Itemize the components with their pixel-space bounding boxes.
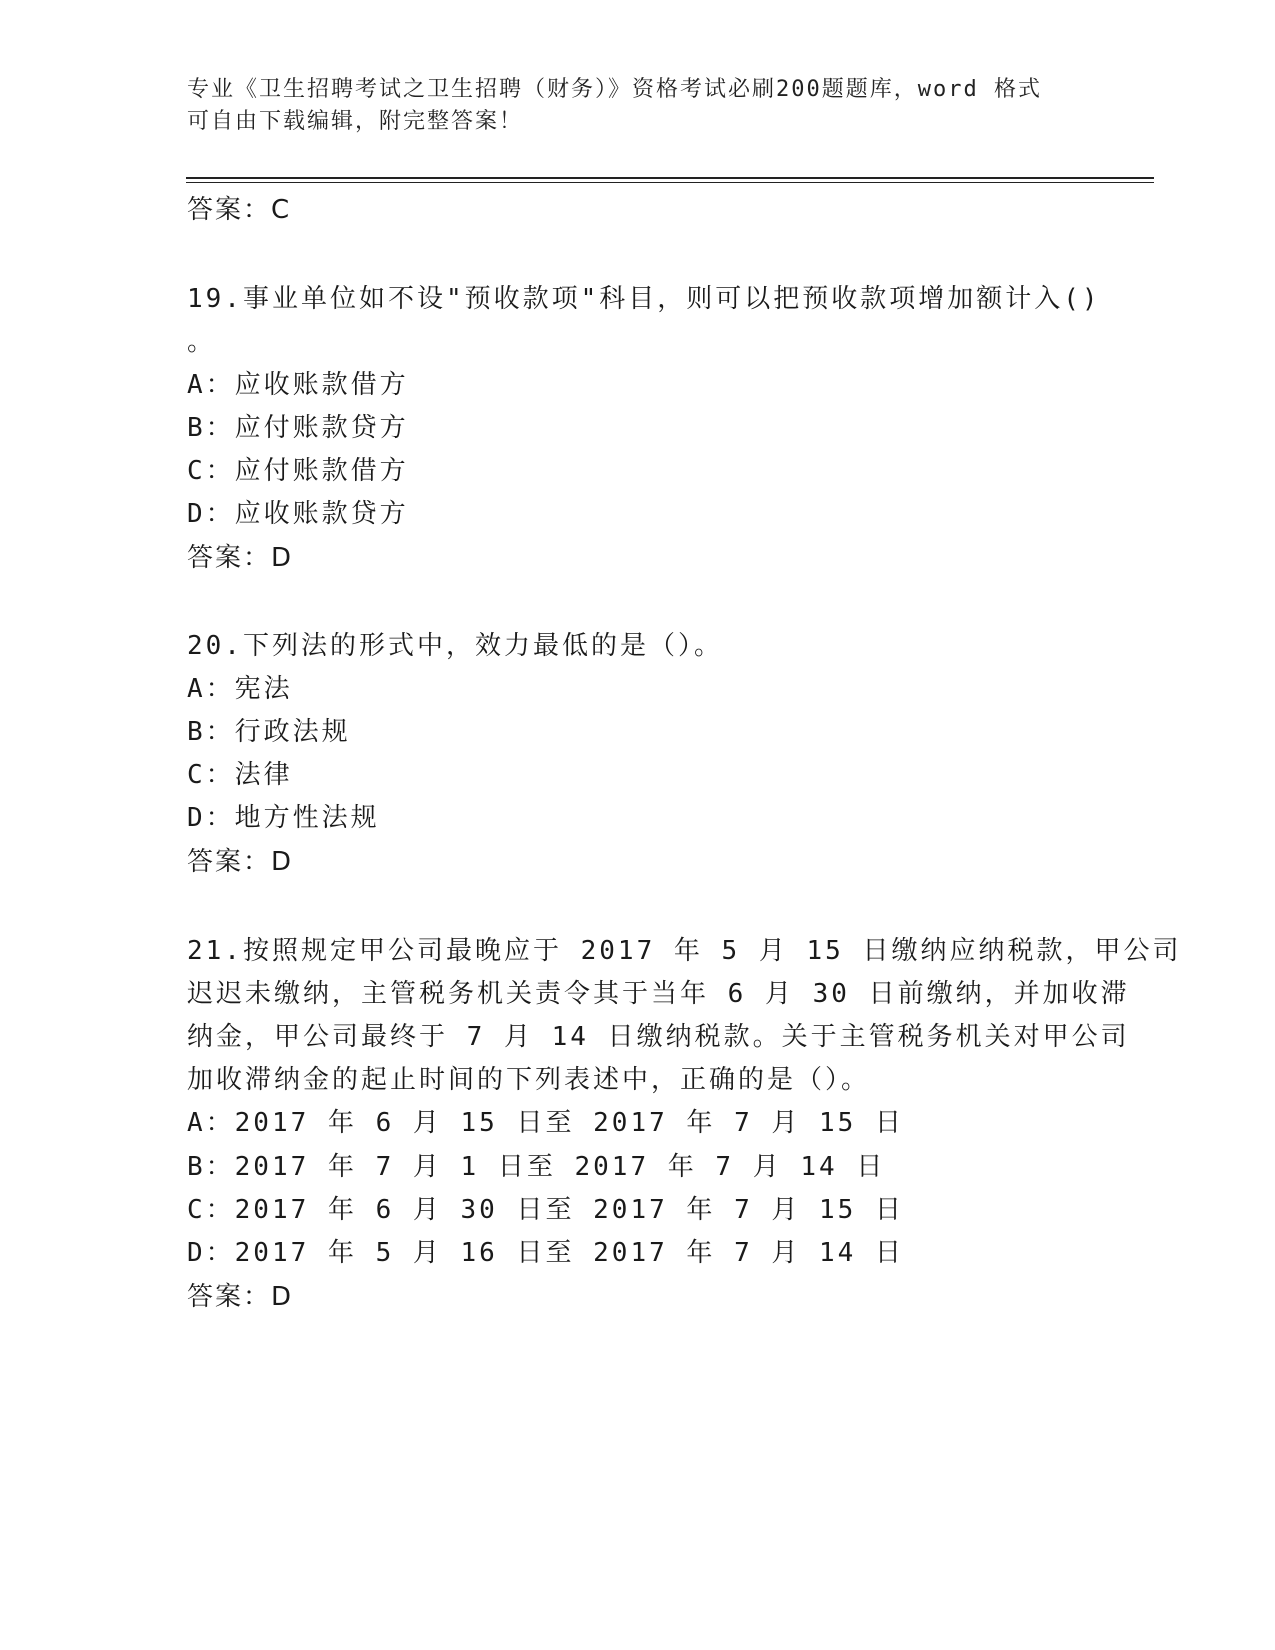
- question-20-option-a: A：宪法: [187, 674, 293, 704]
- question-21-option-a: A：2017 年 6 月 15 日至 2017 年 7 月 15 日: [187, 1108, 904, 1138]
- question-19-option-a: A：应收账款借方: [187, 370, 409, 400]
- header-line-2: 可自由下载编辑，附完整答案！: [187, 109, 524, 134]
- question-20-answer: 答案：D: [187, 847, 294, 877]
- question-19-option-d: D：应收账款贷方: [187, 499, 409, 529]
- question-21-answer: 答案：D: [187, 1282, 294, 1312]
- question-19-stem-line-1: 19.事业单位如不设"预收款项"科目，则可以把预收款项增加额计入(): [187, 284, 1101, 314]
- document-header: [187, 74, 1087, 138]
- answer-18: 答案：C: [187, 195, 292, 225]
- question-19-option-b: B：应付账款贷方: [187, 413, 409, 443]
- question-19-option-c: C：应付账款借方: [187, 456, 409, 486]
- header-divider-thick: [186, 177, 1154, 179]
- question-20-option-b: B：行政法规: [187, 717, 351, 747]
- question-21-option-c: C：2017 年 6 月 30 日至 2017 年 7 月 15 日: [187, 1195, 904, 1225]
- header-divider-thin: [186, 182, 1154, 183]
- question-19-stem-line-2: 。: [187, 327, 217, 357]
- question-21-option-b: B：2017 年 7 月 1 日至 2017 年 7 月 14 日: [187, 1152, 886, 1182]
- question-21-option-d: D：2017 年 5 月 16 日至 2017 年 7 月 14 日: [187, 1238, 904, 1268]
- question-21-stem-line-4: 加收滞纳金的起止时间的下列表述中，正确的是（）。: [187, 1065, 871, 1095]
- question-21-stem-line-3: 纳金，甲公司最终于 7 月 14 日缴纳税款。关于主管税务机关对甲公司: [187, 1022, 1130, 1052]
- question-21-stem-line-2: 迟迟未缴纳，主管税务机关责令其于当年 6 月 30 日前缴纳，并加收滞: [187, 979, 1130, 1009]
- question-20-option-d: D：地方性法规: [187, 803, 380, 833]
- header-line-1: 专业《卫生招聘考试之卫生招聘（财务）》资格考试必刷200题题库，word 格式: [187, 77, 1042, 102]
- question-20-option-c: C：法律: [187, 760, 293, 790]
- question-19-answer: 答案：D: [187, 543, 294, 573]
- question-20-stem: 20.下列法的形式中，效力最低的是（）。: [187, 631, 723, 661]
- question-21-stem-line-1: 21.按照规定甲公司最晚应于 2017 年 5 月 15 日缴纳应纳税款，甲公司: [187, 936, 1182, 966]
